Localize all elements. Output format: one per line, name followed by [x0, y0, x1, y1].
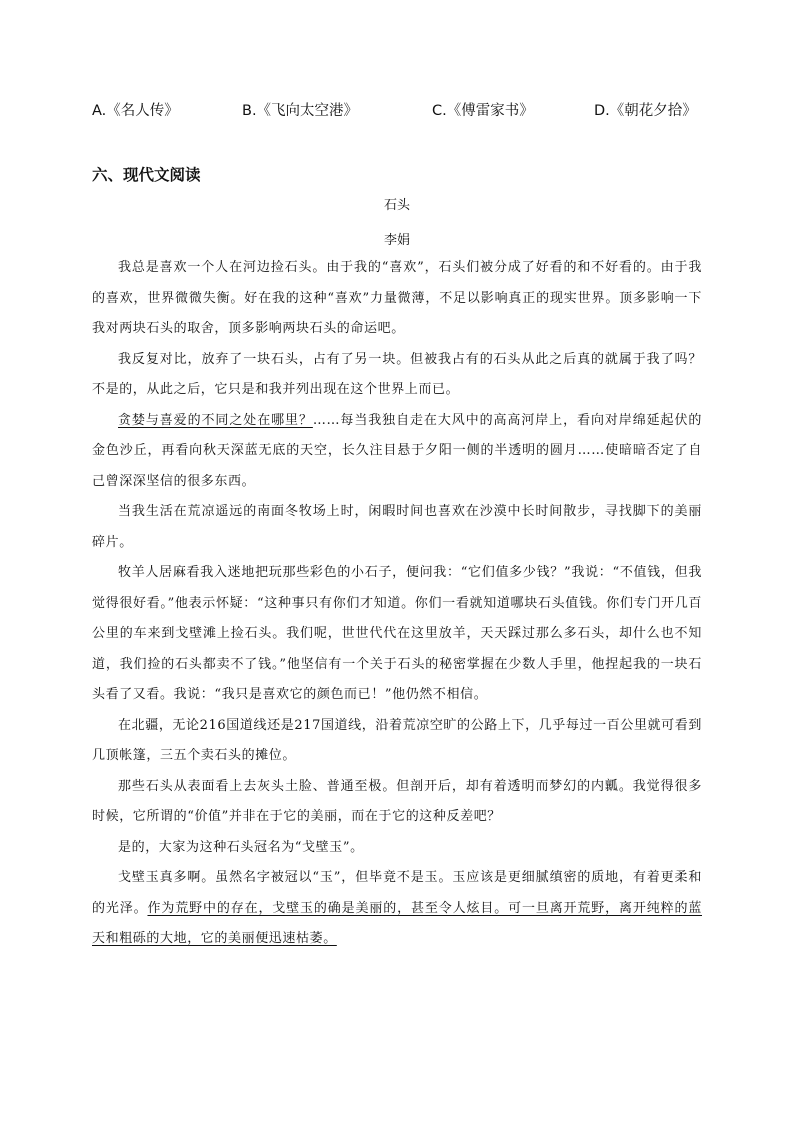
- paragraph-text: 在北疆，无论216国道线还是217国道线，沿着荒凉空旷的公路上下，几乎每过一百公里就可看到几顶帐篷，三五个卖石头的摊位。: [92, 717, 702, 763]
- paragraph: [92, 558, 702, 711]
- paragraph-text: 我总是喜欢一个人在河边捡石头。由于我的“喜欢”，石头们被分成了好看的和不好看的。由于我的喜欢，世界微微失衡。好在我的这种“喜欢”力量微薄，不足以影响真正的现实世界。顶多影响一下我对两块石头的取舍，顶多影响两块石头的命运吧。: [92, 260, 702, 336]
- option-b: B.《飞向太空港》: [242, 103, 359, 119]
- underlined-question: 贪婪与喜爱的不同之处在哪里？: [118, 412, 313, 428]
- paragraph-text: 当我生活在荒凉遥远的南面冬牧场上时，闲暇时间也喜欢在沙漠中长时间散步，寻找脚下的美丽碎片。: [92, 504, 702, 550]
- paragraph: [92, 253, 702, 345]
- underlined-sentence: 作为荒野中的存在，戈壁玉的确是美丽的，甚至令人炫目。可一旦离开荒野，离开纯粹的蓝天和粗砾的大地，它的美丽便迅速枯萎。: [92, 900, 702, 946]
- paragraph: [92, 497, 702, 558]
- paragraph-text: ……每当我独自走在大风中的高高河岸上，看向对岸绵延起伏的金色沙丘，再看向秋天深蓝无底的天空，长久注目悬于夕阳一侧的半透明的圆月……使暗暗否定了自己曾深深坚信的很多东西。: [92, 412, 702, 489]
- article-title: 石头: [383, 198, 410, 213]
- paragraph-text: 我反复对比，放弃了一块石头，占有了另一块。但被我占有的石头从此之后真的就属于我了吗？不是的，从此之后，它只是和我并列出现在这个世界上而已。: [92, 351, 702, 397]
- paragraph-text: 是的，大家为这种石头冠名为“戈壁玉”。: [118, 839, 364, 855]
- paragraph: [92, 833, 702, 864]
- option-a: A.《名人传》: [92, 103, 179, 119]
- paragraph: [92, 863, 702, 955]
- paragraph-text: 牧羊人居麻看我入迷地把玩那些彩色的小石子，便问我：“它们值多少钱？”我说：“不值钱，但我觉得很好看。”他表示怀疑：“这种事只有你们才知道。你们一看就知道哪块石头值钱。你们专门开几百公里的车来到戈壁滩上捡石头。我们呢，世世代代在这里放羊，天天踩过那么多石头，却什么也不知道，我们捡的石头都卖不了钱。”他坚信有一个关于石头的秘密掌握在少数人手里，他捏起我的一块石头看了又看。我说：“我只是喜欢它的颜色而已！”他仍然不相信。: [92, 565, 702, 702]
- paragraph-text: 戈壁玉真多啊。虽然名字被冠以“玉”，但毕竟不是玉。玉应该是更细腻缜密的质地，有着更柔和的光泽。: [92, 870, 702, 916]
- paragraph-text: 那些石头从表面看上去灰头土脸、普通至极。但剖开后，却有着透明而梦幻的内瓤。我觉得很多时候，它所谓的“价值”并非在于它的美丽，而在于它的这种反差吧？: [92, 778, 702, 824]
- section-title: 六、现代文阅读: [92, 166, 201, 184]
- article-author: 李娟: [383, 233, 410, 248]
- option-c: C.《傅雷家书》: [432, 103, 534, 119]
- option-d: D.《朝花夕拾》: [594, 103, 697, 119]
- paragraph: [92, 711, 702, 772]
- answer-options: [92, 99, 712, 121]
- paragraph: [92, 406, 702, 498]
- paragraph: [92, 772, 702, 833]
- article-body: [92, 253, 702, 955]
- paragraph: [92, 345, 702, 406]
